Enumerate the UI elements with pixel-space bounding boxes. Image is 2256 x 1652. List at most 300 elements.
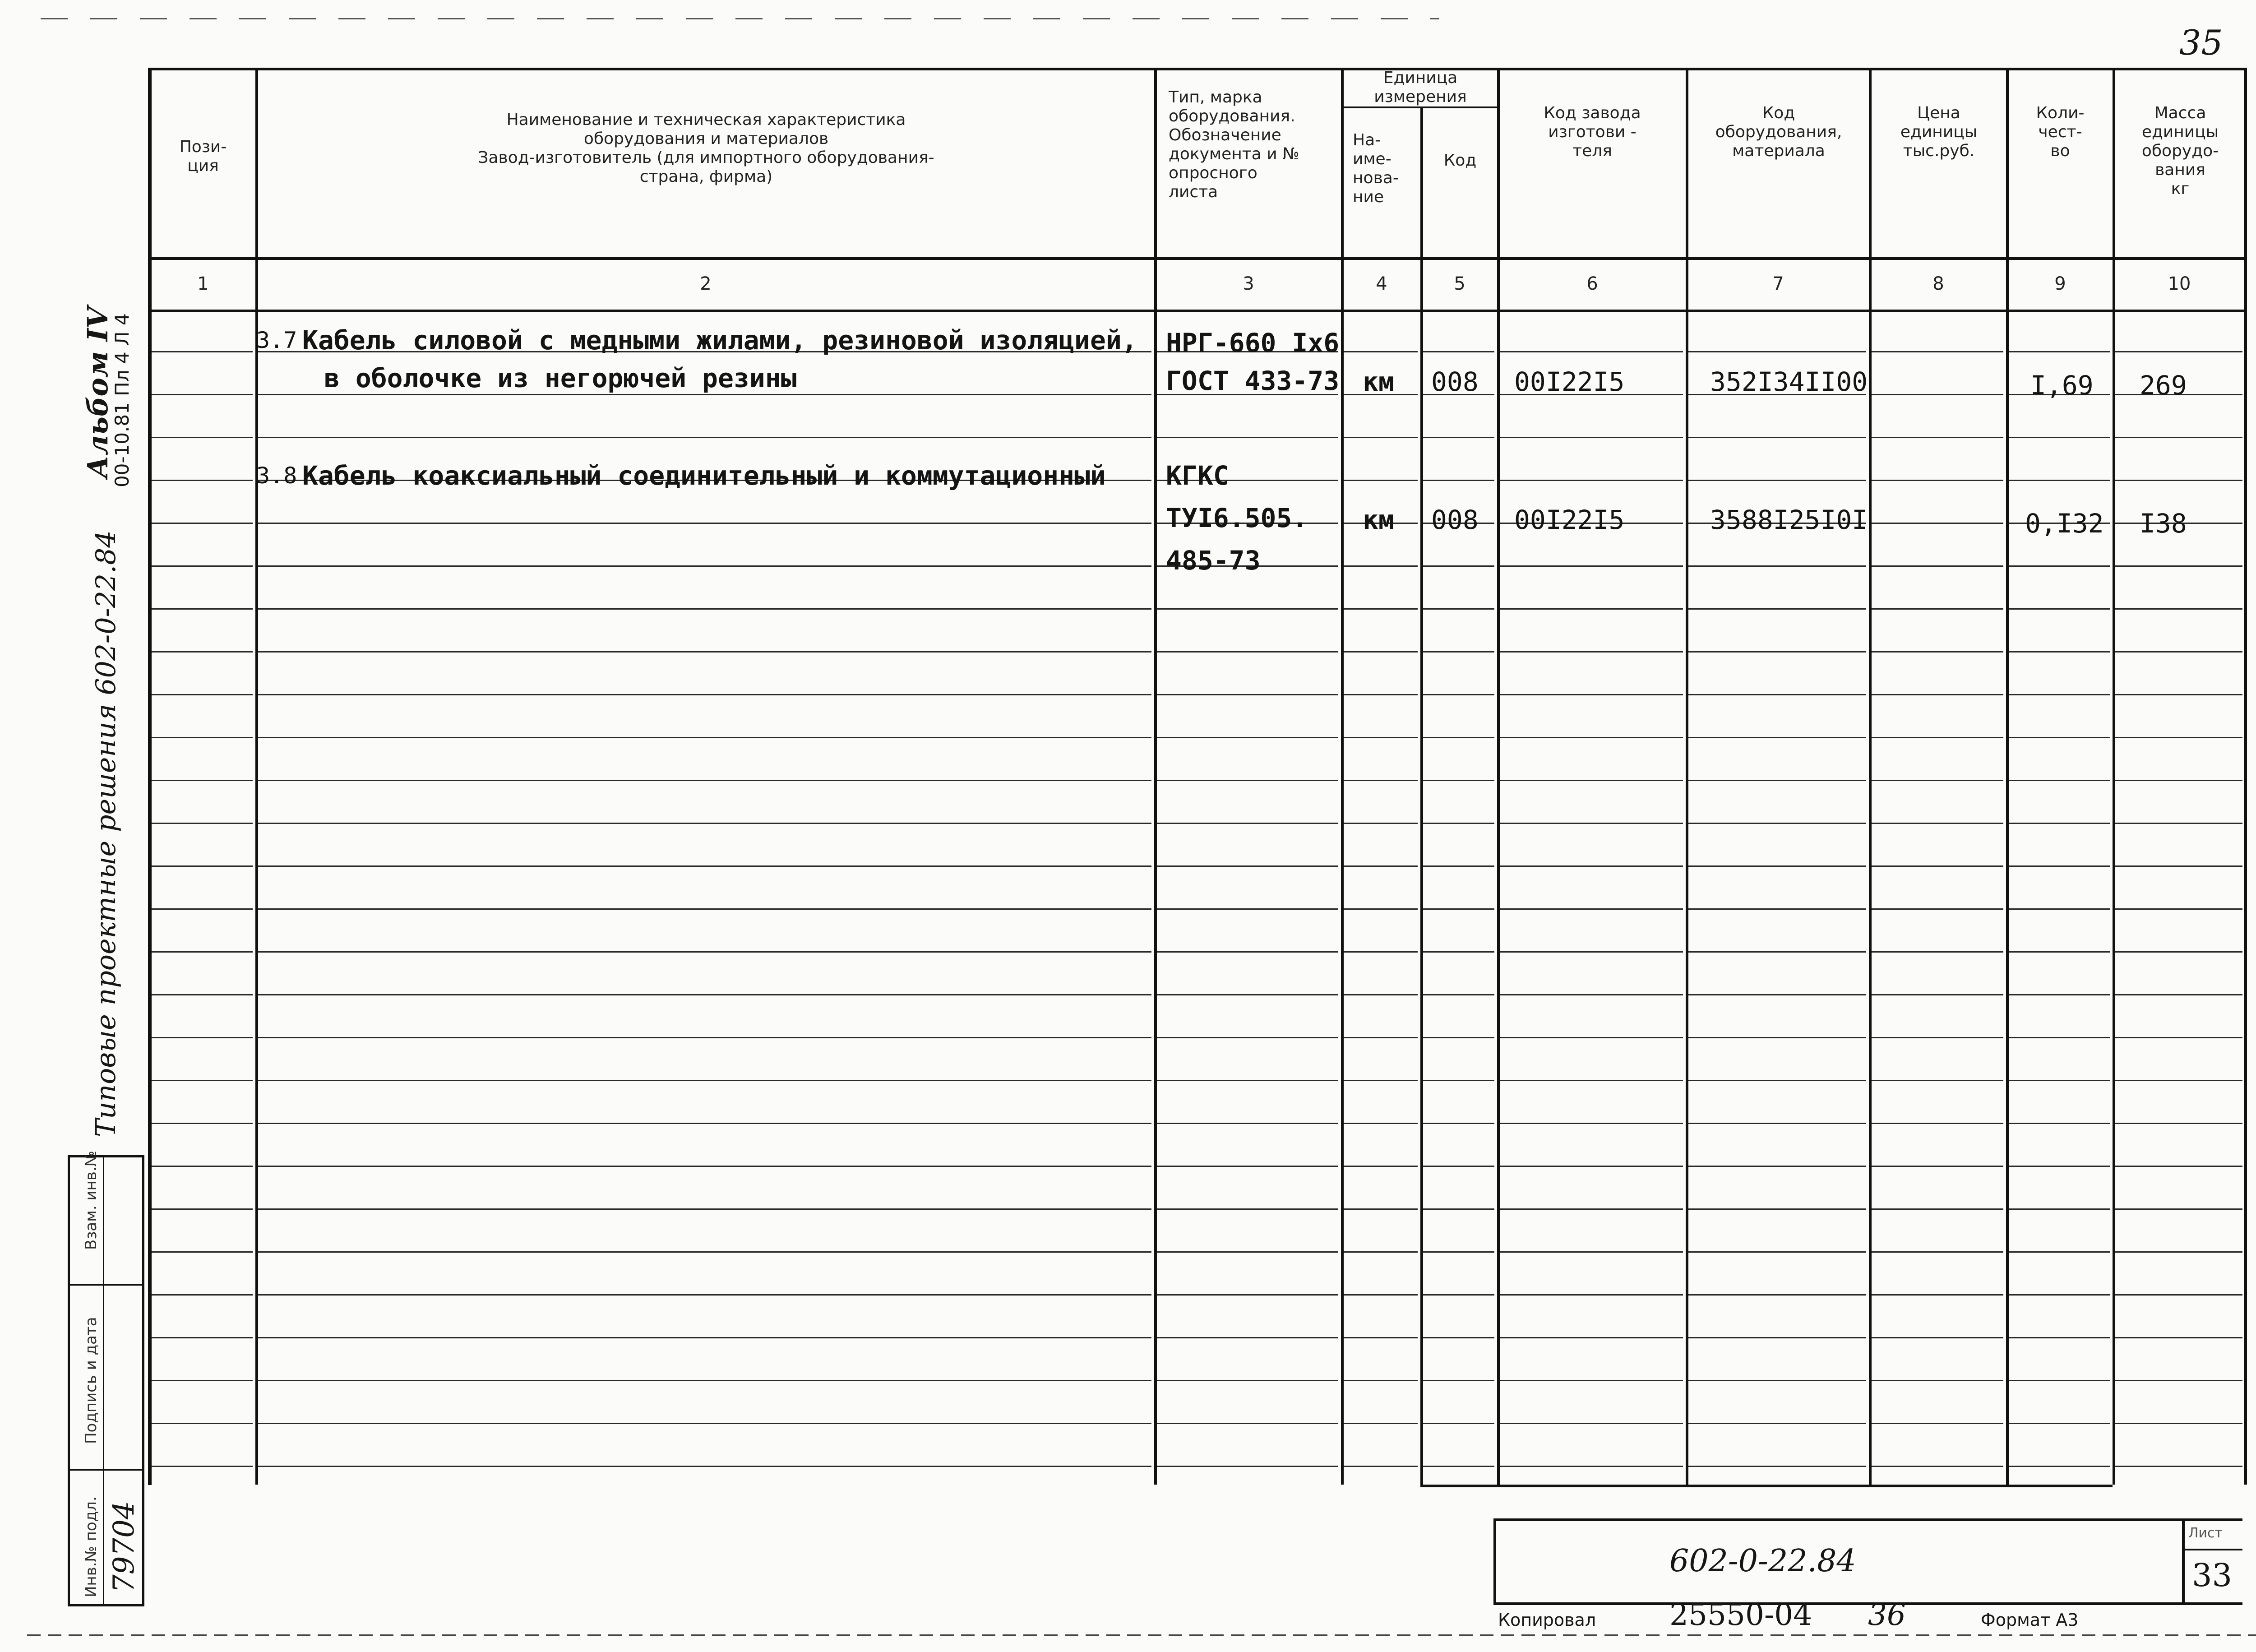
ruled-line [1872, 1037, 2003, 1038]
column-number: 5 [1454, 273, 1465, 294]
ruled-line [258, 1208, 1151, 1210]
ruled-line [1157, 1166, 1338, 1167]
ruled-line [1500, 1294, 1683, 1296]
ruled-line [1688, 865, 1866, 867]
ruled-line [2115, 1251, 2242, 1253]
ruled-line [2009, 1466, 2110, 1467]
ruled-line [1500, 994, 1683, 995]
ruled-line [1344, 823, 1418, 824]
ruled-line [1423, 1251, 1494, 1253]
column-number: 1 [197, 273, 209, 294]
ruled-line [2009, 994, 2110, 995]
ruled-line [1872, 1166, 2003, 1167]
ruled-line [1344, 951, 1418, 953]
header-unit-name: На- име- нова- ние [1353, 131, 1399, 206]
ruled-line [1688, 651, 1866, 652]
ruled-line [258, 1423, 1151, 1424]
ruled-line [152, 1080, 253, 1081]
ruled-line [258, 908, 1151, 910]
ruled-line [258, 780, 1151, 781]
ruled-line [2115, 865, 2242, 867]
order-sheet: 36 [1868, 1597, 1906, 1632]
row-quantity: I,69 [2030, 370, 2094, 401]
ruled-line [1872, 908, 2003, 910]
order-number: 25550-04 [1669, 1597, 1812, 1632]
ruled-line [1423, 780, 1494, 781]
ruled-line [258, 823, 1151, 824]
ruled-line [152, 737, 253, 738]
sheet-label: Лист [2188, 1525, 2223, 1541]
ruled-line [1157, 908, 1338, 910]
ruled-line [2009, 351, 2110, 352]
ruled-line [1500, 1208, 1683, 1210]
ruled-line [1344, 1423, 1418, 1424]
ruled-line [1423, 1466, 1494, 1467]
ruled-line [152, 1466, 253, 1467]
ruled-line [258, 1037, 1151, 1038]
ruled-line [2009, 1251, 2110, 1253]
ruled-line [1423, 437, 1494, 438]
header-name: Наименование и техническая характеристика оборудования и материалов Завод-изготовитель (для импортного оборудования- страна, фирма) [478, 111, 934, 186]
header-manufacturer-code: Код завода изготови - теля [1544, 104, 1641, 160]
ruled-line [1344, 1466, 1418, 1467]
ruled-line [1344, 1037, 1418, 1038]
ruled-line [1157, 1466, 1338, 1467]
header-equipment-code: Код оборудования, материала [1715, 104, 1842, 160]
ruled-line [258, 651, 1151, 652]
ruled-line [152, 480, 253, 481]
ruled-line [1688, 823, 1866, 824]
ruled-line [152, 1208, 253, 1210]
ruled-line [1423, 1380, 1494, 1381]
ruled-line [1423, 1208, 1494, 1210]
ruled-line [1500, 565, 1683, 567]
row-type: ГОСТ 433-73 [1166, 366, 1340, 396]
row-quantity: 0,I32 [2025, 508, 2104, 539]
row-mass: 269 [2140, 370, 2187, 401]
ruled-line [258, 1380, 1151, 1381]
column-number: 7 [1772, 273, 1784, 294]
ruled-line [1872, 480, 2003, 481]
ruled-line [1688, 1380, 1866, 1381]
sign-date-label: Подпись и дата [82, 1317, 100, 1444]
ruled-line [2115, 351, 2242, 352]
ruled-line [1500, 694, 1683, 695]
ruled-line [2009, 908, 2110, 910]
header-unit-group: Единица измерения [1374, 69, 1467, 106]
ruled-line [1157, 951, 1338, 953]
ruled-line [1688, 480, 1866, 481]
ruled-line [1500, 351, 1683, 352]
ruled-line [152, 651, 253, 652]
ruled-line [152, 1423, 253, 1424]
ruled-line [1500, 780, 1683, 781]
ruled-line [1688, 351, 1866, 352]
ruled-line [2009, 565, 2110, 567]
ruled-line [1157, 1123, 1338, 1124]
ruled-line [258, 737, 1151, 738]
header-quantity: Коли- чест- во [2036, 104, 2085, 160]
ruled-line [2009, 737, 2110, 738]
ruled-line [258, 1080, 1151, 1081]
ruled-line [2115, 694, 2242, 695]
ruled-line [152, 1380, 253, 1381]
ruled-line [2115, 1337, 2242, 1338]
ruled-line [1872, 1337, 2003, 1338]
ruled-line [152, 523, 253, 524]
row-unit: км [1363, 504, 1394, 535]
header-mass: Масса единицы оборудо- вания кг [2141, 104, 2219, 198]
ruled-line [1872, 565, 2003, 567]
ruled-line [1688, 1466, 1866, 1467]
format-label: Формат А3 [1981, 1610, 2079, 1630]
column-number: 3 [1243, 273, 1254, 294]
ruled-line [1157, 780, 1338, 781]
ruled-line [1872, 394, 2003, 395]
ruled-line [152, 394, 253, 395]
ruled-line [2115, 1466, 2242, 1467]
ruled-line [1500, 951, 1683, 953]
ruled-line [1423, 908, 1494, 910]
ruled-line [1157, 608, 1338, 610]
row-type: ТУI6.505. [1166, 503, 1308, 533]
ruled-line [258, 1466, 1151, 1467]
ruled-line [1500, 1380, 1683, 1381]
ruled-line [2115, 1037, 2242, 1038]
ruled-line [1157, 1423, 1338, 1424]
ruled-line [1423, 1080, 1494, 1081]
sheet-number: 33 [2192, 1557, 2233, 1594]
ruled-line [1500, 1423, 1683, 1424]
row-name: Кабель коаксиальный соединительный и коммутационный [302, 460, 1106, 491]
ruled-line [1423, 994, 1494, 995]
ruled-line [2115, 608, 2242, 610]
ruled-line [152, 865, 253, 867]
row-position: 3.8 [256, 463, 297, 489]
column-number: 6 [1586, 273, 1598, 294]
ruled-line [152, 1037, 253, 1038]
ruled-line [258, 565, 1151, 567]
ruled-line [1872, 1294, 2003, 1296]
designation: 602-0-22.84 [1669, 1543, 1856, 1579]
column-number: 4 [1376, 273, 1387, 294]
ruled-line [1688, 994, 1866, 995]
ruled-line [1500, 1166, 1683, 1167]
album-label: Альбом IV [81, 306, 114, 478]
ruled-line [152, 1337, 253, 1338]
ruled-line [1872, 651, 2003, 652]
copied-label: Копировал [1498, 1610, 1596, 1630]
ruled-line [1500, 823, 1683, 824]
ruled-line [1872, 523, 2003, 524]
ruled-line [1157, 1380, 1338, 1381]
ruled-line [1157, 737, 1338, 738]
ruled-line [2009, 437, 2110, 438]
row-equipment-code: 3588I25I0I [1710, 504, 1868, 535]
ruled-line [2009, 1423, 2110, 1424]
ruled-line [1423, 608, 1494, 610]
ruled-line [2009, 1037, 2110, 1038]
ruled-line [1344, 694, 1418, 695]
ruled-line [1688, 908, 1866, 910]
ruled-line [1500, 908, 1683, 910]
ruled-line [1500, 1251, 1683, 1253]
ruled-line [1872, 1380, 2003, 1381]
ruled-line [1872, 1466, 2003, 1467]
ruled-line [1500, 1080, 1683, 1081]
ruled-line [1344, 437, 1418, 438]
ruled-line [2115, 994, 2242, 995]
ruled-line [1157, 1080, 1338, 1081]
ruled-line [1688, 1423, 1866, 1424]
ruled-line [1872, 823, 2003, 824]
swap-inv-label: Взам. инв.№ [82, 1150, 100, 1250]
ruled-line [258, 994, 1151, 995]
column-number: 10 [2168, 273, 2191, 294]
ruled-line [2009, 823, 2110, 824]
ruled-line [1157, 994, 1338, 995]
ruled-line [1688, 1080, 1866, 1081]
ruled-line [1423, 480, 1494, 481]
ruled-line [2115, 1380, 2242, 1381]
ruled-line [1688, 780, 1866, 781]
ruled-line [2009, 1208, 2110, 1210]
ruled-line [2009, 1123, 2110, 1124]
row-manufacturer-code: 00I22I5 [1514, 366, 1625, 397]
row-name: в оболочке из негорючей резины [324, 363, 797, 393]
series-title: Типовые проектные решения 602-0-22.84 [90, 530, 122, 1137]
row-type: 485-73 [1166, 545, 1261, 576]
ruled-line [1344, 908, 1418, 910]
ruled-line [2009, 1080, 2110, 1081]
ruled-line [258, 608, 1151, 610]
ruled-line [1157, 823, 1338, 824]
ruled-line [1344, 994, 1418, 995]
ruled-line [1500, 608, 1683, 610]
ruled-line [1344, 1080, 1418, 1081]
row-type: НРГ-660 Iх6 [1166, 328, 1340, 358]
ruled-line [1688, 608, 1866, 610]
ruled-line [2115, 780, 2242, 781]
ruled-line [1157, 651, 1338, 652]
ruled-line [2115, 951, 2242, 953]
ruled-line [1423, 823, 1494, 824]
ruled-line [1344, 351, 1418, 352]
ruled-line [1423, 951, 1494, 953]
ruled-line [1344, 1123, 1418, 1124]
ruled-line [2115, 437, 2242, 438]
column-number: 2 [700, 273, 712, 294]
ruled-line [2115, 737, 2242, 738]
ruled-line [1344, 1337, 1418, 1338]
ruled-line [152, 608, 253, 610]
ruled-line [1872, 1251, 2003, 1253]
ruled-line [2115, 823, 2242, 824]
ruled-line [1500, 480, 1683, 481]
ruled-line [1157, 1294, 1338, 1296]
ruled-line [258, 694, 1151, 695]
ruled-line [1423, 565, 1494, 567]
ruled-line [1872, 780, 2003, 781]
ruled-line [1157, 1208, 1338, 1210]
ruled-line [2115, 651, 2242, 652]
ruled-line [1423, 351, 1494, 352]
ruled-line [152, 951, 253, 953]
ruled-line [1423, 1337, 1494, 1338]
ruled-line [1688, 737, 1866, 738]
ruled-line [1688, 1037, 1866, 1038]
header-price: Цена единицы тыс.руб. [1900, 104, 1978, 160]
row-equipment-code: 352I34II00 [1710, 366, 1868, 397]
ruled-line [2115, 1166, 2242, 1167]
ruled-line [152, 351, 253, 352]
ruled-line [1500, 1466, 1683, 1467]
album-code: 00-10.81 Пл 4 Л 4 [111, 313, 133, 487]
row-position: 3.7 [256, 327, 297, 353]
header-unit-code: Код [1443, 151, 1477, 170]
row-unit-code: 008 [1431, 366, 1479, 397]
ruled-line [152, 994, 253, 995]
ruled-line [1872, 737, 2003, 738]
ruled-line [1688, 437, 1866, 438]
ruled-line [2009, 1337, 2110, 1338]
ruled-line [152, 1294, 253, 1296]
ruled-line [258, 865, 1151, 867]
ruled-line [258, 1337, 1151, 1338]
ruled-line [152, 694, 253, 695]
ruled-line [1688, 565, 1866, 567]
ruled-line [1344, 480, 1418, 481]
ruled-line [1157, 1337, 1338, 1338]
row-type: КГКС [1166, 460, 1229, 491]
column-number: 8 [1932, 273, 1944, 294]
header-type: Тип, марка оборудования. Обозначение документа и № опросного листа [1169, 88, 1299, 201]
row-mass: I38 [2140, 508, 2187, 539]
ruled-line [1423, 1423, 1494, 1424]
ruled-line [2115, 1294, 2242, 1296]
inv-number: 79704 [107, 1501, 141, 1593]
ruled-line [1500, 865, 1683, 867]
ruled-line [1872, 694, 2003, 695]
ruled-line [2009, 1294, 2110, 1296]
ruled-line [152, 1251, 253, 1253]
ruled-line [1157, 865, 1338, 867]
ruled-line [258, 1123, 1151, 1124]
header-position: Пози- ция [179, 138, 227, 175]
ruled-line [152, 823, 253, 824]
ruled-line [1688, 1166, 1866, 1167]
ruled-line [1344, 1208, 1418, 1210]
ruled-line [1344, 1166, 1418, 1167]
row-name: Кабель силовой с медными жилами, резиновой изоляцией, [302, 325, 1137, 356]
ruled-line [2115, 1208, 2242, 1210]
ruled-line [258, 523, 1151, 524]
ruled-line [1872, 437, 2003, 438]
ruled-line [1872, 1423, 2003, 1424]
ruled-line [1423, 865, 1494, 867]
ruled-line [152, 780, 253, 781]
ruled-line [258, 951, 1151, 953]
ruled-line [1344, 865, 1418, 867]
ruled-line [152, 1166, 253, 1167]
ruled-line [2115, 1123, 2242, 1124]
ruled-line [1423, 1123, 1494, 1124]
column-number: 9 [2054, 273, 2066, 294]
ruled-line [2009, 694, 2110, 695]
ruled-line [1157, 1037, 1338, 1038]
ruled-line [1157, 1251, 1338, 1253]
ruled-line [1872, 608, 2003, 610]
ruled-line [1688, 1337, 1866, 1338]
inv-label: Инв.№ подл. [82, 1496, 100, 1597]
ruled-line [1688, 1294, 1866, 1296]
ruled-line [1688, 694, 1866, 695]
ruled-line [152, 908, 253, 910]
ruled-line [1500, 437, 1683, 438]
ruled-line [1344, 1380, 1418, 1381]
row-unit: км [1363, 366, 1394, 397]
ruled-line [258, 1251, 1151, 1253]
ruled-line [1423, 737, 1494, 738]
ruled-line [1872, 951, 2003, 953]
ruled-line [152, 1123, 253, 1124]
ruled-line [1872, 1080, 2003, 1081]
ruled-line [1423, 1166, 1494, 1167]
ruled-line [1872, 1208, 2003, 1210]
ruled-line [1688, 1208, 1866, 1210]
ruled-line [1688, 951, 1866, 953]
ruled-line [1500, 1337, 1683, 1338]
ruled-line [2115, 1080, 2242, 1081]
ruled-line [1500, 1037, 1683, 1038]
ruled-line [1872, 994, 2003, 995]
ruled-line [2009, 951, 2110, 953]
ruled-line [258, 1294, 1151, 1296]
ruled-line [1423, 1037, 1494, 1038]
ruled-line [1872, 1123, 2003, 1124]
ruled-line [258, 394, 1151, 395]
ruled-line [1344, 1294, 1418, 1296]
ruled-line [2009, 608, 2110, 610]
ruled-line [1157, 437, 1338, 438]
ruled-line [1344, 1251, 1418, 1253]
ruled-line [2009, 1166, 2110, 1167]
ruled-line [2115, 1423, 2242, 1424]
ruled-line [258, 1166, 1151, 1167]
ruled-line [1344, 608, 1418, 610]
ruled-line [1688, 1123, 1866, 1124]
ruled-line [1344, 565, 1418, 567]
ruled-line [2115, 480, 2242, 481]
ruled-line [2115, 908, 2242, 910]
ruled-line [1157, 694, 1338, 695]
ruled-line [1500, 737, 1683, 738]
ruled-line [1344, 737, 1418, 738]
ruled-line [1872, 351, 2003, 352]
ruled-line [152, 565, 253, 567]
ruled-line [2009, 780, 2110, 781]
ruled-line [152, 437, 253, 438]
ruled-line [2009, 865, 2110, 867]
row-manufacturer-code: 00I22I5 [1514, 504, 1625, 535]
ruled-line [1423, 651, 1494, 652]
ruled-line [1423, 694, 1494, 695]
title-block [1493, 1518, 2242, 1605]
page-number: 35 [2179, 23, 2223, 63]
ruled-line [1500, 1123, 1683, 1124]
ruled-line [2009, 1380, 2110, 1381]
ruled-line [1344, 651, 1418, 652]
